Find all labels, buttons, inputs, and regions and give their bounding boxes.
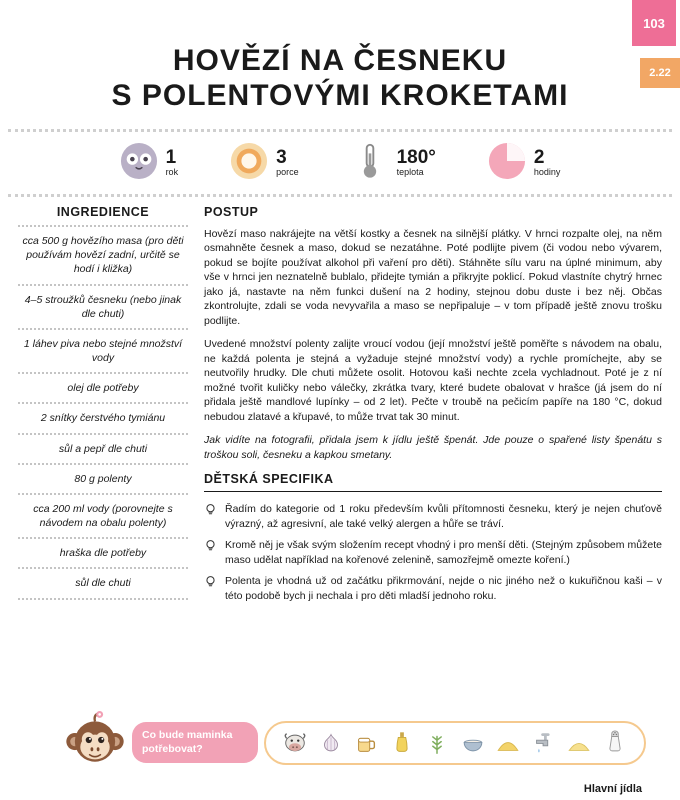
age-label: rok — [165, 167, 179, 178]
ingredient-item: 1 láhev piva nebo stejné množství vody — [18, 330, 188, 374]
kids-section-heading: DĚTSKÁ SPECIFIKA — [204, 472, 662, 492]
temperature-label: teplota — [396, 167, 424, 178]
kids-bullet — [204, 574, 662, 603]
bowl-icon — [460, 730, 486, 756]
kids-bullet-text: Polenta je vhodná už od začátku přikrmování, nejde o nic jiného než o kukuřičnou kaši – v této podobě bych ji nechala i pro děti mladší jednoho roku. — [225, 575, 662, 602]
faucet-icon — [531, 730, 557, 756]
temperature-icon — [351, 142, 389, 185]
ingredients-column — [18, 205, 188, 610]
portions-label: porce — [276, 167, 299, 178]
age-value: 1 — [165, 147, 177, 169]
content-columns — [0, 197, 680, 610]
section-footer-label: Hlavní jídla — [583, 783, 642, 795]
oil-bottle-icon — [389, 730, 415, 756]
page-number-badge: 103 — [632, 0, 676, 46]
ingredient-item: olej dle potřeby — [18, 374, 188, 404]
meta-temperature — [351, 142, 436, 185]
ingredient-item: cca 200 ml vody (porovnejte s návodem na obalu polenty) — [18, 495, 188, 539]
age-icon — [120, 142, 158, 185]
lightbulb-icon — [204, 503, 217, 531]
hraska-pile-icon — [566, 730, 592, 756]
ingredient-item: 80 g polenty — [18, 465, 188, 495]
ingredient-item: sůl dle chuti — [18, 569, 188, 599]
time-value: 2 — [533, 147, 545, 169]
garlic-icon — [318, 730, 344, 756]
thyme-icon — [424, 730, 450, 756]
ingredient-item: hraška dle potřeby — [18, 539, 188, 569]
method-paragraph: Hovězí maso nakrájejte na větší kostky a česnek na silnější plátky. V hrnci rozpalte olej, na něm osmahněte česnek a maso, dokud se nezatáhne. Poté podlijte pivem (či vodou nebo vývarem, pokud se bojíte používat alkohol při vaření pro děti). Stáhněte sílu varu na úplné minimum, aby vše v hrnci jen neznatelně bublalo, přidejte tymián a přikryjte poklicí. Pokud vlastníte chytrý hrnec jako já, nastavte na něm funkci dušení na 2 hodiny, stejnou dobu duste i bez něj. Občas zkontrolujte, zdali se voda nevyvařila a maso se nepřipaluje – v tom případě ještě znovu trošku podlijte. — [204, 228, 662, 327]
method-note: Jak vidíte na fotografii, přidala jsem k jídlu ještě špenát. Jde pouze o spařené listy špenátu s troškou soli, česneku a kapkou smetany. — [204, 434, 662, 461]
kids-bullet-text: Řadím do kategorie od 1 roku především kvůli přítomnosti česneku, který je nejen chuťově výrazný, až agresivní, ale také velký alergen a hůře se tráví. — [225, 503, 662, 530]
kids-bullet-text: Kromě něj je však svým složením recept vhodný i pro menší děti. (Stejným způsobem můžete maso udělat například na kořenové zelenině, samozřejmě omezte koření.) — [225, 539, 662, 566]
mascot-speech-bubble: Co bude maminka potřebovat? — [132, 722, 258, 763]
shopping-bar — [0, 709, 680, 776]
ingredient-item: 4–5 stroužků česneku (nebo jinak dle chuti) — [18, 286, 188, 330]
salt-shaker-icon — [602, 730, 628, 756]
method-paragraph: Uvedené množství polenty zalijte vroucí vodou (její množství ještě poměřte s návodem na obalu, ne každá polenta je stejná a vyžaduje stejné množství vody) a rychle promíchejte, aby se neutvořily hrudky. Dle chuti můžete osolit. Hotovou kaši nechte zcela vychladnout. Poté je z ní možné tvořit kuličky nebo válečky, zkrátka tvary, které budete obalovat v hrašce (já jsem do ní přidala ještě mandlové lupínky – od 2 let). Pečte v troubě na pečicím papíře na 180 °C, dokud nebudou zlatavé a křupavé, to může trvat tak 30 minut. — [204, 338, 662, 423]
monkey-mascot — [64, 709, 126, 776]
meta-time — [488, 142, 561, 185]
meta-age — [120, 142, 179, 185]
ingredient-item: 2 snítky čerstvého tymiánu — [18, 404, 188, 434]
method-heading: POSTUP — [204, 205, 259, 219]
kids-bullet — [204, 502, 662, 531]
meta-portions — [230, 142, 299, 185]
ingredient-item: sůl a pepř dle chuti — [18, 435, 188, 465]
temperature-value: 180° — [396, 147, 436, 169]
beer-icon — [353, 730, 379, 756]
recipe-code-badge: 2.22 — [640, 58, 680, 88]
portions-icon — [230, 142, 268, 185]
time-icon — [488, 142, 526, 185]
lightbulb-icon — [204, 539, 217, 567]
ingredients-heading: INGREDIENCE — [18, 205, 188, 227]
method-column — [204, 205, 662, 610]
needed-items-box — [264, 721, 646, 765]
portions-value: 3 — [276, 147, 287, 169]
time-label: hodiny — [533, 167, 561, 178]
recipe-title — [70, 44, 610, 113]
recipe-meta-row — [0, 140, 680, 186]
lightbulb-icon — [204, 575, 217, 603]
polenta-pile-icon — [495, 730, 521, 756]
ingredient-item: cca 500 g hovězího masa (pro děti používám hovězí zadní, určitě se hodí i kližka) — [18, 227, 188, 286]
cow-icon — [282, 730, 308, 756]
dotted-divider-top — [8, 129, 672, 132]
recipe-title-line1: HOVĚZÍ NA ČESNEKU — [172, 44, 508, 77]
kids-bullet — [204, 538, 662, 567]
recipe-title-line2: S POLENTOVÝMI KROKETAMI — [111, 78, 569, 112]
